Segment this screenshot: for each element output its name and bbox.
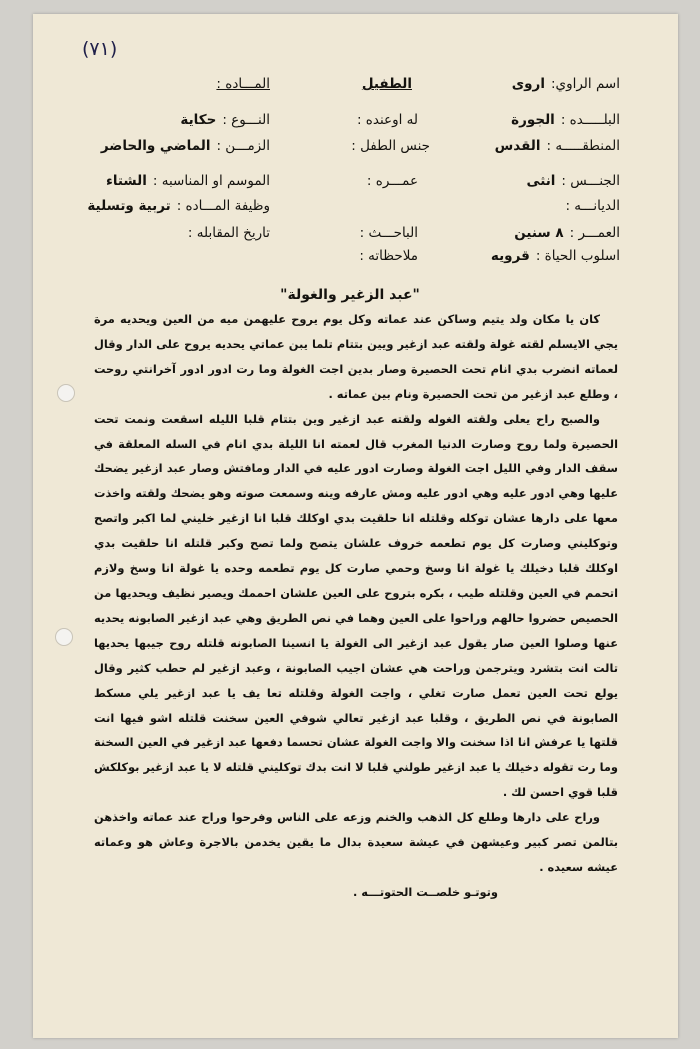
story-closing: وتوتـو خلصــت الحتوتـــه . <box>352 884 498 899</box>
story-title: "عبد الزغير والغولة" <box>280 287 420 303</box>
punch-hole <box>55 628 73 646</box>
season-field: الموسم او المناسبه :الشتاء <box>105 173 270 189</box>
function-field: وظيفة المـــاده :تربية وتسلية <box>87 198 270 214</box>
story-paragraph: كان يا مكان ولد يتيم وساكن عند عماته وكل يوم يروح عليهمن ميه من العين ويحديه مرة يجي الايسلم لقته غولة ولقته عبد ازغير ويين بتتام تلما يبن عماتي يحديه يروح على الدار وقال لعماته انضرب بدي انام تحت الحصيرة وصار بدين اجت الغولة وما رت ادور ادور آخرانتي روحت ، وطلع عبد ازغير من تحت الحصيرة ونام بين عماته . <box>94 312 618 401</box>
his-age-field: عمـــره : <box>366 173 418 189</box>
narrator-field: اسم الراوي:اروى <box>511 76 620 92</box>
story-paragraph: والصبح راح يعلى ولقته الغوله ولقته عبد ازغير وين بتتام قلبا الليله اسقعت ونمت تحت الحصيرة ولما روح وصارت الدنيا المغرب قال لعمته انا الليلة بدي انام في السله المعلقة في سقف الدار وفي الليل اجت الغولة وصارت ادور عليه في الدار ومافتش وصار عبد ازغير يضحك عليها وهي ادور عليه وهي ادور عليه ومش عارفه وينه وسمعت صوته وهو يضحك ولقته واخذت معها على دارها عشان توكله وقلتله انا حلقيت بدي اوكلك قلبا انا ازغير خليني لما اكبر واتصح وتوكليني وصارت كل يوم تطعمه خروف علشان يتصح ولما تصح وكبر قلتله انا حلقيت بدي اوكلك قلبا دخيلك يا غولة انا وسخ وحمي صارت كل يوم تطعمه وحده يا غولة انا وسخ ولازم اتحمم في العين وقلتله طيب ، بكره بتروح على العين علشان احممك ويصير نظيف ويحديها من الحصيص حضروا حالهم وراحوا على العين وهما في نص الطريق وهي عبد ازغير الصابونه يحديه عنها وصلوا العين صار يقول عبد ازغير الى الغولة يا انسينا الصابونه قلتله روح جيبها يحديها تالت انت بتشرد ويترجمن وراحت هي عشان اجيب الصابونة ، وعبد ازغير لم حطب كثير وقال يولع تحت العين تعمل صارت تغلي ، واجت الغولة وقلتله تعا يف يا عبد ازغير يلي مسكط الصابونة في نص الطريق ، وقلبا عبد ازغير تعالي شوفي العين سخنت قلتله اشو فيها انت قلتها يا عرفش انا اذا سخنت والا واجت الغولة عشان تحسما دفعها عبد ازغير في العين السخنة وما رت تقوله دخيلك يا عبد ازغير طولني قلبا لا انت بدك توكليني قلتله لا يا عبد ازغير بوكلكش قلبا قوي احسن لك . <box>94 411 618 800</box>
religion-field: الديانـــه : <box>565 198 620 214</box>
notes-field: ملاحظاته : <box>359 248 418 264</box>
type-field: النـــوع :حكاية <box>180 112 270 128</box>
material-field: المـــاده : <box>216 76 270 92</box>
story-paragraph: وراح على دارها وطلع كل الذهب والخنم وزعه على الناس وفرحوا وراح عند عماته واخذهن بتالمن تصر كبير وعيشهن في عيشة سعيدة بدال ما يقين يخدمن بالاجرة وعاش هو وعماته عيشه سعيده . <box>94 810 618 874</box>
interview-date-field: تاريخ المقابله : <box>187 225 270 241</box>
age-field: العمـــر :٨ سنين <box>514 225 620 241</box>
page-number: (٧١) <box>82 38 118 60</box>
story-body <box>94 307 618 905</box>
child-age-field: له اوعنده : <box>356 112 418 128</box>
child-field: الطفيل <box>361 76 412 92</box>
punch-hole <box>57 384 75 402</box>
gender-field: الجنـــس :انثى <box>526 173 620 189</box>
town-field: البلـــــده :الجورة <box>511 112 620 128</box>
time-field: الزمـــن :الماضي والحاضر <box>100 138 270 154</box>
child-gender-field: جنس الطفل : <box>351 138 430 154</box>
lifestyle-field: اسلوب الحياة :قرويه <box>490 248 620 264</box>
researcher-field: الباحـــث : <box>359 225 418 241</box>
region-field: المنطقـــــه :القدس <box>494 138 620 154</box>
